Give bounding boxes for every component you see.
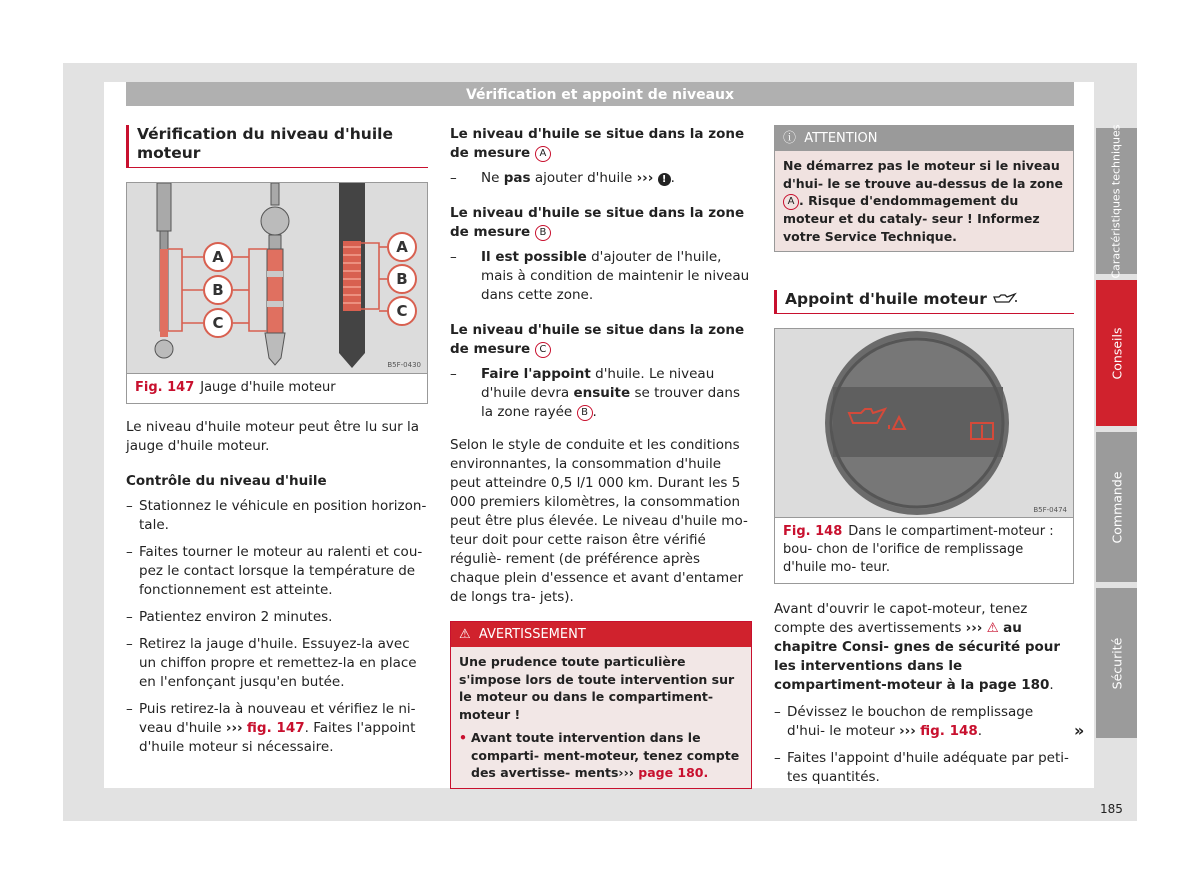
step-5: – Puis retirez-la à nouveau et vérifiez le ni- veau d'huile ››› fig. 147. Faites l'appoint d'huile moteur si nécessaire. [126, 701, 416, 755]
fig147-label-c-right: C [396, 302, 408, 320]
warning-triangle-inline-icon: ⚠ [986, 620, 999, 636]
zone-c-item-marker: B [577, 405, 593, 421]
oil-cap-illustration [775, 329, 1073, 518]
figure-147 [126, 182, 428, 404]
zone-a-item: – Ne pas ajouter d'huile ››› ! . [450, 170, 675, 186]
section-title-oil-topup: Appoint d'huile moteur [774, 290, 1074, 314]
tab-conseils[interactable]: Conseils [1096, 280, 1137, 426]
step-2: – Faites tourner le moteur au ralenti et cou- pez le contact lorsque la température de fonctionnement est atteinte. [126, 544, 423, 598]
page-number: 185 [1100, 802, 1123, 816]
figure-148-number: Fig. 148 [783, 524, 843, 539]
warning-header: ⚠ AVERTISSEMENT [451, 622, 751, 647]
tab-caracteristiques[interactable]: Caractéristiques techniques [1096, 128, 1137, 274]
tab-securite[interactable]: Sécurité [1096, 588, 1137, 738]
consumption-paragraph: Selon le style de conduite et les conditions environnantes, la consommation d'huile peut atteindre 0,5 l/1 000 km. Durant les 5 000 premiers kilomètres, la consommation peut être plus élevée. Le niveau d'huile mo- teur doit pour cette raison être vérifié réguliè- rement (de préférence après chaque plein d'essence et avant d'entamer de longs tra- jets). [450, 437, 748, 605]
attention-header: ⓘ ATTENTION [775, 126, 1073, 151]
figure-147-caption [127, 374, 427, 403]
zone-b-item: – Il est possible d'ajouter de l'huile, mais à condition de maintenir le niveau dans cette zone. [450, 249, 750, 303]
zone-c-item: – Faire l'appoint d'huile. Le niveau d'huile devra ensuite se trouver dans la zone rayée B . [450, 366, 740, 420]
warning-body: Une prudence toute particulière s'impose lors de toute intervention sur le moteur ou dans le compartiment-moteur ! • Avant toute intervention dans le comparti- ment-moteur, tenez compte des avertisse- ments››› page 180. [451, 647, 751, 788]
fig147-label-a-right: A [396, 238, 408, 256]
figure-147-number: Fig. 147 [135, 380, 195, 395]
column-1 [126, 125, 428, 765]
arrows-icon: ››› [636, 170, 654, 186]
subheading-oil-check: Contrôle du niveau d'huile [126, 473, 327, 489]
step-1: – Stationnez le véhicule en position horizon- tale. [126, 498, 427, 533]
section-title-oil-check: Vérification du niveau d'huile moteur [126, 125, 428, 168]
link-fig-148[interactable]: fig. 148 [920, 723, 978, 739]
figure-148 [774, 328, 1074, 584]
info-circle-icon: ⓘ [783, 131, 797, 146]
zone-b-marker: B [535, 225, 551, 241]
warning-triangle-icon: ⚠ [459, 627, 471, 642]
zone-c-marker: C [535, 342, 551, 358]
intro-paragraph: Le niveau d'huile moteur peut être lu sur la jauge d'huile moteur. [126, 419, 420, 454]
fig147-label-b-left: B [212, 281, 224, 299]
attention-body: Ne démarrez pas le moteur si le niveau d'hui- le se trouve au-dessus de la zone A . Risque d'endommagement du moteur et du cataly- seur ! Informez votre Service Technique. [775, 151, 1073, 251]
topup-paragraph: Avant d'ouvrir le capot-moteur, tenez compte des avertissements ››› ⚠ au chapitre Consi- gnes de sécurité pour les interventions dans le compartiment-moteur à la page 180. [774, 601, 1061, 693]
oil-can-icon [992, 291, 1018, 305]
fig148-code: B5F-0474 [1033, 506, 1067, 514]
fig147-label-c-left: C [212, 314, 224, 332]
attention-box [774, 125, 1074, 252]
fig147-label-b-right: B [396, 270, 408, 288]
fig147-code: B5F-0430 [387, 361, 421, 369]
link-fig-147[interactable]: fig. 147 [246, 720, 305, 736]
page-header: Vérification et appoint de niveaux [126, 82, 1074, 106]
topup-step-1: – Dévissez le bouchon de remplissage d'hui- le moteur ››› fig. 148. [774, 704, 1034, 739]
zone-c-heading: Le niveau d'huile se situe dans la zone de mesure C [450, 322, 745, 357]
fig147-label-a-left: A [212, 248, 224, 266]
zone-b-heading: Le niveau d'huile se situe dans la zone de mesure B [450, 205, 745, 240]
continue-arrow-icon: » [1074, 721, 1085, 740]
tab-commande[interactable]: Commande [1096, 432, 1137, 582]
dipstick-illustration [127, 183, 427, 374]
column-2 [450, 125, 752, 789]
column-3 [774, 125, 1074, 795]
dipstick-image [127, 183, 427, 373]
link-safety-chapter[interactable]: au chapitre Consi- gnes de sécurité pour les interventions dans le compartiment-moteur à la page 180 [774, 620, 1061, 693]
step-4: – Retirez la jauge d'huile. Essuyez-la avec un chiffon propre et remettez-la en place en l'enfonçant jusqu'en butée. [126, 636, 417, 690]
zone-a-marker: A [535, 146, 551, 162]
bullet-icon: • [459, 730, 467, 745]
link-page-180[interactable]: page 180. [638, 765, 709, 780]
figure-148-caption [775, 518, 1073, 583]
zone-a-heading: Le niveau d'huile se situe dans la zone de mesure A [450, 126, 745, 161]
figure-147-text: Jauge d'huile moteur [200, 380, 336, 395]
warning-circle-icon: ! [658, 173, 671, 186]
topup-step-2: – Faites l'appoint d'huile adéquate par peti- tes quantités. [774, 750, 1069, 785]
attention-zone-marker: A [783, 194, 799, 210]
figure-148-text: Dans le compartiment-moteur : bou- chon de l'orifice de remplissage d'huile mo- teur. [783, 524, 1054, 575]
oil-cap-image [775, 329, 1073, 517]
step-3: – Patientez environ 2 minutes. [126, 609, 333, 625]
warning-box [450, 621, 752, 789]
